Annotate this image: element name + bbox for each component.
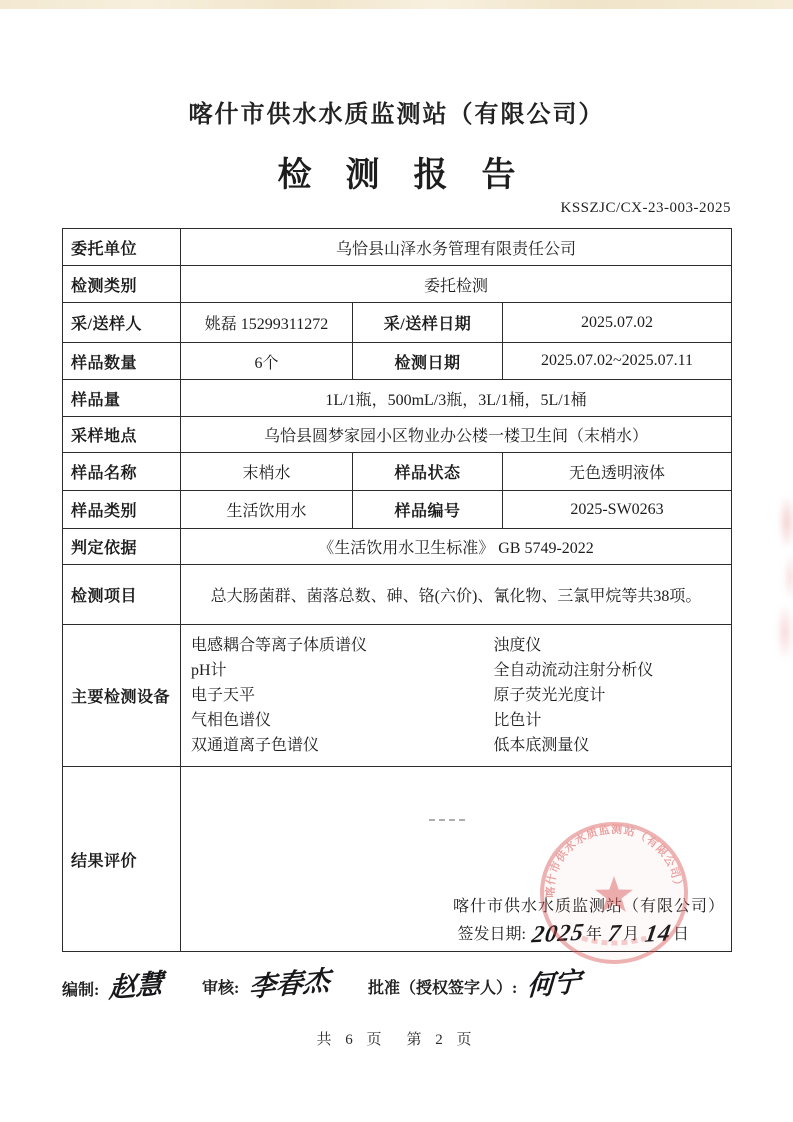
- report-title: 检 测 报 告: [277, 157, 516, 194]
- table-row: [63, 767, 732, 952]
- equipment-item: 浊度仪: [493, 637, 542, 654]
- sample-name-value: 末梢水: [181, 453, 353, 491]
- reviewed-by-signature: 李春杰: [248, 965, 331, 1003]
- equipment-item: 电子天平: [191, 687, 256, 704]
- table-row: [63, 565, 732, 625]
- prepared-by-label: 编制:: [62, 982, 100, 999]
- handwritten-dash-mark: [429, 819, 465, 821]
- table-row: [63, 266, 732, 303]
- result-evaluation-cell: [181, 767, 732, 952]
- handwritten-day: 14: [643, 920, 674, 948]
- sample-no-value: 2025-SW0263: [503, 491, 732, 529]
- sampling-date-value: 2025.07.02: [503, 303, 732, 343]
- sample-name-label: 样品名称: [63, 453, 181, 491]
- test-type-value: 委托检测: [181, 266, 732, 303]
- sample-category-value: 生活饮用水: [181, 491, 353, 529]
- equipment-item: pH计: [191, 662, 227, 679]
- scan-edge-artifact: [0, 0, 793, 9]
- report-info-table: [62, 228, 732, 952]
- organization-title: 喀什市供水水质监测站（有限公司）: [188, 102, 605, 128]
- issue-date-label: 签发日期:: [457, 926, 526, 943]
- sampling-site-value: 乌恰县圆梦家园小区物业办公楼一楼卫生间（末梢水）: [181, 417, 732, 453]
- sampler-value: 姚磊 15299311272: [181, 303, 353, 343]
- stamp-arc-text: 喀什市供水水质监测站（有限公司）: [544, 823, 684, 898]
- reviewed-by-group: [202, 962, 330, 1001]
- equipment-item: 原子荧光光度计: [493, 687, 606, 704]
- sample-volume-value: 1L/1瓶，500mL/3瓶，3L/1桶，5L/1桶: [181, 380, 732, 417]
- equipment-item: 全自动流动注射分析仪: [493, 662, 654, 679]
- table-row: [63, 529, 732, 565]
- table-row: [63, 491, 732, 529]
- year-char: 年: [585, 926, 602, 943]
- issuer-organization: 喀什市供水水质监测站（有限公司）: [453, 898, 726, 915]
- approved-by-signature: 何宁: [526, 966, 582, 1002]
- test-items-label: 检测项目: [63, 565, 181, 625]
- sampling-date-label: 采/送样日期: [353, 303, 503, 343]
- table-row: [63, 453, 732, 491]
- month-char: 月: [622, 926, 639, 943]
- day-char: 日: [673, 926, 690, 943]
- test-items-value: 总大肠菌群、菌落总数、砷、铬(六价)、氰化物、三氯甲烷等共38项。: [181, 565, 732, 625]
- sample-volume-label: 样品量: [63, 380, 181, 417]
- equipment-item: 低本底测量仪: [493, 737, 590, 754]
- equipment-label: 主要检测设备: [63, 625, 181, 767]
- approved-by-label: 批准（授权签字人）:: [368, 980, 518, 997]
- equipment-item: 双通道离子色谱仪: [191, 737, 320, 754]
- client-label: 委托单位: [63, 229, 181, 266]
- sampling-site-label: 采样地点: [63, 417, 181, 453]
- sample-no-label: 样品编号: [353, 491, 503, 529]
- table-row: [63, 229, 732, 266]
- equipment-item: 气相色谱仪: [191, 712, 272, 729]
- reviewed-by-label: 审核:: [202, 980, 240, 997]
- table-row: [63, 625, 732, 767]
- test-date-label: 检测日期: [353, 343, 503, 380]
- table-row: [63, 303, 732, 343]
- judgment-value: 《生活饮用水卫生标准》 GB 5749-2022: [181, 529, 732, 565]
- issue-date-line: [457, 919, 690, 949]
- test-type-label: 检测类别: [63, 266, 181, 303]
- sample-state-value: 无色透明液体: [503, 453, 732, 491]
- equipment-item: 比色计: [493, 712, 542, 729]
- prepared-by-group: [62, 964, 163, 1003]
- result-evaluation-label: 结果评价: [63, 767, 181, 952]
- document-number: KSSZJC/CX-23-003-2025: [560, 200, 731, 216]
- client-value: 乌恰县山泽水务管理有限责任公司: [181, 229, 732, 266]
- prepared-by-signature: 赵慧: [108, 968, 164, 1004]
- page-footer: 共 6 页 第 2 页: [316, 1032, 477, 1048]
- test-date-value: 2025.07.02~2025.07.11: [503, 343, 732, 380]
- equipment-item: 电感耦合等离子体质谱仪: [191, 637, 368, 654]
- sample-count-label: 样品数量: [63, 343, 181, 380]
- sample-category-label: 样品类别: [63, 491, 181, 529]
- signature-row: [0, 952, 793, 1004]
- sampler-label: 采/送样人: [63, 303, 181, 343]
- sample-count-value: 6个: [181, 343, 353, 380]
- stamp-ink-bleed: [767, 492, 793, 670]
- handwritten-month: 7: [605, 920, 624, 948]
- sample-state-label: 样品状态: [353, 453, 503, 491]
- judgment-label: 判定依据: [63, 529, 181, 565]
- table-row: [63, 380, 732, 417]
- table-row: [63, 417, 732, 453]
- table-row: [63, 343, 732, 380]
- equipment-cell: [181, 625, 732, 767]
- handwritten-year: 2025: [530, 919, 587, 949]
- approved-by-group: [368, 962, 581, 1001]
